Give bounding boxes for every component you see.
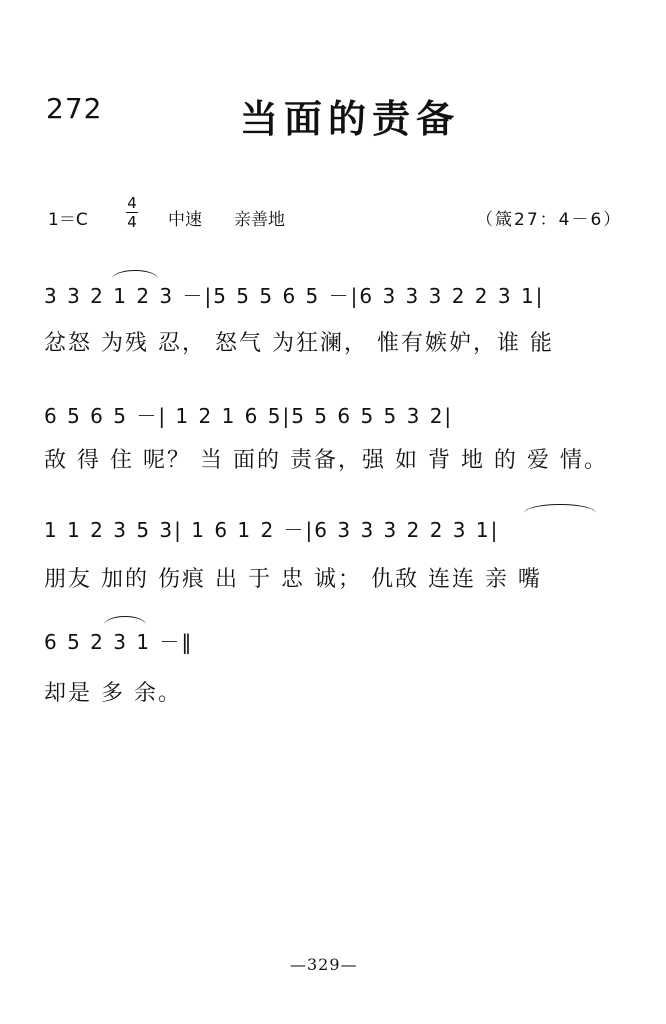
scripture-reference: （箴27：4－6） <box>476 210 623 230</box>
lyrics-line-3: 朋友 加的 伤痕 出 于 忠 诚； 仇敌 连连 亲 嘴 <box>44 567 542 592</box>
time-signature <box>126 196 138 229</box>
slur-mark <box>104 616 146 625</box>
lyrics-line-4: 却是 多 余。 <box>44 681 182 706</box>
notation-line-3: 1 1 2 3 5 3| 1 6 1 2 －|6 3 3 3 2 2 3 1| <box>44 518 500 542</box>
key-signature: 1＝C <box>48 210 88 230</box>
time-signature-numerator: 4 <box>127 194 137 212</box>
slur-mark <box>524 504 596 513</box>
notation-line-2: 6 5 6 5 －| 1 2 1 6 5|5 5 6 5 5 3 2| <box>44 404 454 428</box>
notation-line-4: 6 5 2 3 1 －‖ <box>44 630 194 654</box>
hymn-title: 当面的责备 <box>240 96 461 141</box>
notation-line-1: 3 3 2 1 2 3 －|5 5 5 6 5 －|6 3 3 3 2 2 3 1| <box>44 284 545 308</box>
expression-marking: 亲善地 <box>234 210 285 230</box>
page-number: —329— <box>290 955 358 974</box>
hymn-number: 272 <box>46 92 103 125</box>
lyrics-line-1: 忿怒 为残 忍， 怒气 为狂澜， 惟有嫉妒，谁 能 <box>44 331 554 356</box>
time-signature-denominator: 4 <box>127 213 137 231</box>
lyrics-line-2: 敌 得 住 呢？ 当 面的 责备，强 如 背 地 的 爱 情。 <box>44 448 608 473</box>
slur-mark <box>112 270 158 279</box>
tempo-marking: 中速 <box>168 210 202 230</box>
